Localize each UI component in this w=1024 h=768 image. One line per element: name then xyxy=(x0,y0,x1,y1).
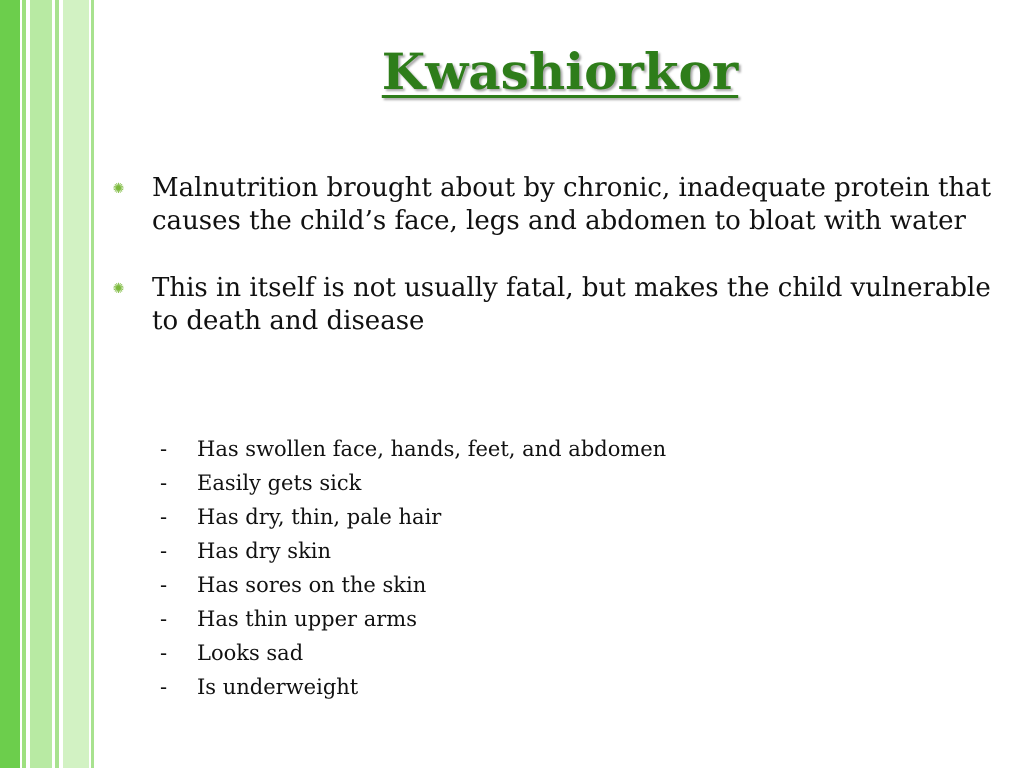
list-item-text: Has thin upper arms xyxy=(197,607,417,631)
list-item-text: Has sores on the skin xyxy=(197,573,427,597)
list-item xyxy=(160,670,920,704)
stripe xyxy=(55,0,59,768)
list-item-text: Has dry skin xyxy=(197,539,332,563)
bullet-item xyxy=(112,272,992,338)
list-item xyxy=(160,466,920,500)
stripe xyxy=(91,0,94,768)
symptom-list xyxy=(160,432,920,704)
dash-marker: - xyxy=(160,539,168,563)
dash-marker: - xyxy=(160,573,168,597)
dash-marker: - xyxy=(160,505,168,529)
dash-marker: - xyxy=(160,471,168,495)
list-item-text: Easily gets sick xyxy=(197,471,362,495)
list-item xyxy=(160,602,920,636)
list-item-text: Has swollen face, hands, feet, and abdomen xyxy=(197,437,667,461)
dash-marker: - xyxy=(160,675,168,699)
dash-marker: - xyxy=(160,641,168,665)
bullet-flower-icon: ✺ xyxy=(112,181,125,197)
list-item-text: Has dry, thin, pale hair xyxy=(197,505,442,529)
stripe xyxy=(63,0,89,768)
bullet-item xyxy=(112,172,992,238)
list-item xyxy=(160,636,920,670)
bullet-text: This in itself is not usually fatal, but makes the child vulnerable to death and disease xyxy=(152,273,991,336)
decorative-stripes xyxy=(0,0,100,768)
bullet-list xyxy=(112,172,992,338)
bullet-text: Malnutrition brought about by chronic, inadequate protein that causes the child’s face, legs and abdomen to bloat with water xyxy=(152,173,992,236)
stripe xyxy=(30,0,52,768)
list-item-text: Looks sad xyxy=(197,641,304,665)
slide-title: Kwashiorkor xyxy=(381,42,739,101)
bullet-flower-icon: ✺ xyxy=(112,281,125,297)
stripe xyxy=(0,0,20,768)
list-item xyxy=(160,568,920,602)
dash-marker: - xyxy=(160,437,168,461)
list-item xyxy=(160,534,920,568)
dash-marker: - xyxy=(160,607,168,631)
list-item-text: Is underweight xyxy=(197,675,359,699)
list-item xyxy=(160,500,920,534)
list-item xyxy=(160,432,920,466)
stripe xyxy=(22,0,26,768)
